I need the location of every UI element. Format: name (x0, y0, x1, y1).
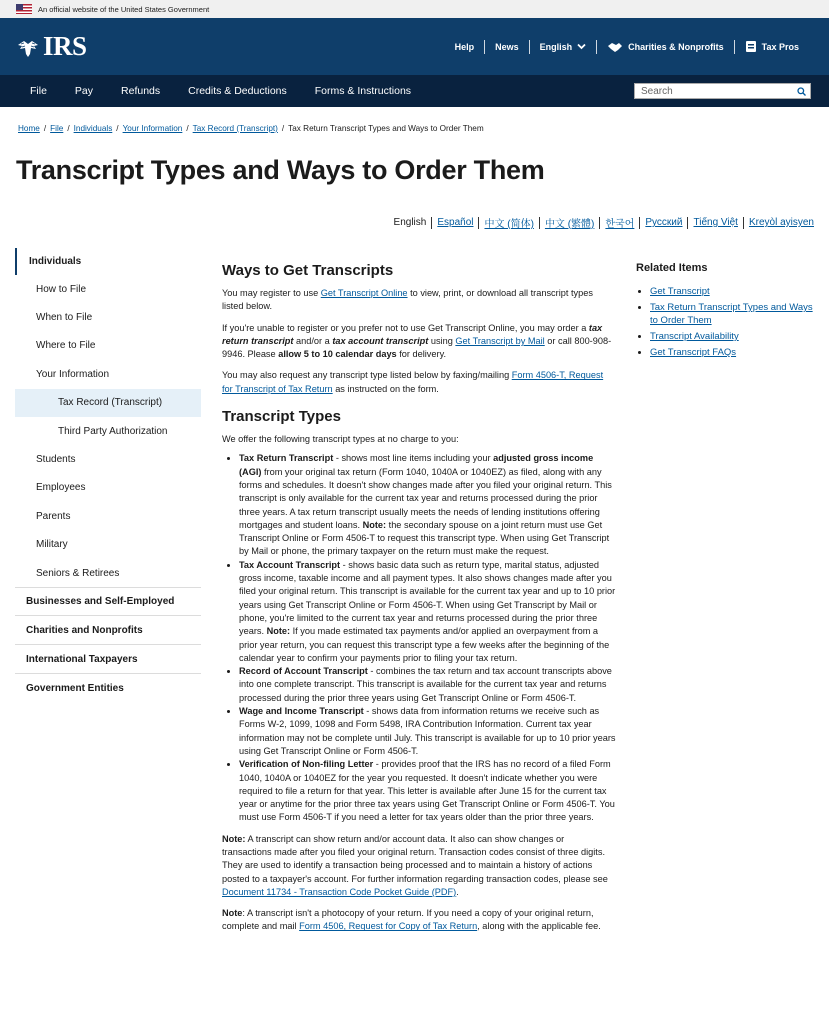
paragraph-order-by-mail (222, 322, 616, 362)
tax-pros-link[interactable] (735, 40, 809, 53)
list-item (239, 452, 616, 558)
text: You may also request any transcript type listed below by faxing/mailing (222, 370, 512, 381)
list-item (650, 330, 816, 343)
paragraph-register (222, 287, 616, 314)
lang-vietnamese[interactable]: Tiếng Việt (693, 217, 738, 228)
charities-link[interactable] (597, 41, 734, 53)
header-tools (445, 40, 809, 54)
nav-credits-deductions[interactable]: Credits & Deductions (188, 85, 287, 97)
related-link-transcript-availability[interactable]: Transcript Availability (650, 331, 739, 342)
sidebar-group-businesses[interactable]: Businesses and Self-Employed (15, 587, 201, 616)
term: Verification of Non-filing Letter (239, 759, 374, 770)
search-input[interactable] (634, 83, 811, 99)
gov-banner (0, 0, 829, 18)
news-link[interactable]: News (495, 41, 519, 52)
help-link[interactable]: Help (454, 41, 475, 52)
text: and/or a (293, 335, 333, 346)
text: as instructed on the form. (332, 383, 439, 394)
breadcrumb-file[interactable]: File (50, 124, 64, 133)
heading-ways-to-get-transcripts: Ways to Get Transcripts (222, 262, 394, 279)
term: Tax Account Transcript (239, 559, 341, 570)
main-content (222, 262, 616, 942)
text: using (428, 335, 456, 346)
link-get-transcript-by-mail[interactable]: Get Transcript by Mail (455, 335, 545, 346)
sidebar-item-tax-record[interactable]: Tax Record (Transcript) (15, 389, 201, 417)
language-selector (389, 215, 819, 230)
text: : A transcript isn't a photocopy of your return. If you need a copy of your original return, complete and mail (222, 908, 594, 932)
sidebar-nav (15, 248, 201, 703)
text: - shows data from information returns we receive such as Forms W-2, 1099, 1098 and Form 5498, IRA Contribution Information. Current tax year information may not be complete until July. This transcript is available for up to 10 prior years using Get Transcript Online or Form 4506-T. (239, 706, 616, 756)
emphasis: adjusted gross income (AGI) (239, 453, 594, 477)
related-link-transcript-types[interactable]: Tax Return Transcript Types and Ways to Order Them (650, 302, 813, 326)
sidebar-item-individuals[interactable]: Individuals (15, 248, 201, 275)
term: Record of Account Transcript (239, 666, 368, 677)
text: - shows most line items including your (333, 453, 494, 464)
lang-english: English (393, 217, 427, 228)
text: - combines the tax return and tax account transcripts above into one complete transcript. This transcript is available for the current tax year and returns processed during the prior three years using Get Transcript Online or Form 4506-T. (239, 666, 612, 703)
list-item (650, 285, 816, 298)
lang-chinese-simplified[interactable]: 中文 (简体) (484, 219, 534, 230)
paragraph-note-photocopy (222, 907, 616, 934)
text: A transcript can show return and/or account data. It also can show changes or transactions made after you filed your original return. Transaction codes consist of three digits. They are used to identify a transaction being processed and to maintain a history of actions posted to a taxpayer's account. For further information regarding transaction codes, please see (222, 833, 608, 884)
charities-label: Charities & Nonprofits (628, 41, 724, 52)
sidebar-item-employees[interactable]: Employees (36, 482, 86, 494)
sidebar-group-charities[interactable]: Charities and Nonprofits (15, 616, 201, 645)
text: or call 800-908-9946. Please (222, 335, 612, 360)
nav-refunds[interactable]: Refunds (121, 85, 161, 97)
tool-divider (484, 40, 485, 54)
search-placeholder: Search (641, 85, 673, 97)
link-form-4506-t[interactable]: Form 4506-T, Request for Transcript of Tax Return (222, 370, 604, 394)
text: from your original tax return (Form 1040, 1040A or 1040EZ) as filed, along with any forms and schedules. It doesn't show changes made after you filed your original return. This transcript is only available for the current tax year and returns processed during the prior three years. A tax return transcript usually meets the needs of lending institutions offering mortgages and student loans. (239, 466, 612, 530)
irs-logo[interactable] (16, 31, 87, 62)
text: You may register to use (222, 288, 321, 298)
breadcrumb-sep: / (43, 124, 47, 133)
paragraph-note-transaction-codes (222, 833, 616, 899)
note-label: Note: (362, 519, 387, 530)
related-link-faqs[interactable]: Get Transcript FAQs (650, 347, 737, 358)
breadcrumb-home[interactable]: Home (18, 124, 40, 133)
link-form-4506[interactable]: Form 4506, Request for Copy of Tax Return (299, 921, 478, 932)
emphasis: allow 5 to 10 calendar days (278, 349, 397, 360)
tool-divider (596, 40, 597, 54)
briefcase-icon (745, 40, 757, 53)
tool-divider (734, 40, 735, 54)
nav-pay[interactable]: Pay (74, 85, 94, 97)
breadcrumb-sep: / (186, 124, 189, 133)
emphasis: tax account transcript (332, 335, 429, 346)
sidebar-item-your-information[interactable]: Your Information (36, 368, 110, 380)
sidebar-item-how-to-file[interactable]: How to File (36, 283, 87, 295)
lang-russian[interactable]: Русский (645, 217, 683, 228)
list-item (239, 665, 616, 705)
sidebar-group-international[interactable]: International Taxpayers (15, 645, 201, 674)
chevron-down-icon (577, 43, 586, 50)
text: for delivery. (396, 349, 447, 360)
breadcrumb-sep: / (67, 124, 70, 133)
note-label: Note: (222, 833, 246, 844)
page-title: Transcript Types and Ways to Order Them (16, 155, 545, 185)
text: , along with the applicable fee. (477, 921, 601, 932)
breadcrumb-your-information[interactable]: Your Information (122, 124, 183, 133)
text: - provides proof that the IRS has no record of a filed Form 1040, 1040A or 1040EZ for the year you requested. It doesn't indicate whether you were required to file a return for that year. This letter is available after June 15 for the current tax year or anytime for the prior three tax years using Get Transcript Online or Form 4506-T. You must use Form 4506-T if you need a letter for tax years older than the prior three years. (239, 759, 615, 823)
related-items-list (636, 285, 816, 359)
sidebar-item-seniors-retirees[interactable]: Seniors & Retirees (36, 567, 120, 579)
link-get-transcript-online[interactable]: Get Transcript Online (320, 288, 408, 298)
text: - shows basic data such as return type, marital status, adjusted gross income, taxable income and all payment types. It also shows changes made after you filed your original return. This transcript is available for the current tax year and up to 10 prior years using Get Transcript Online or Form 4506-T. When using Get Transcript by Mail or phone, you're limited to the current tax year and returns processed during the prior three years. (239, 559, 616, 637)
list-item (239, 758, 616, 824)
sidebar-item-when-to-file[interactable]: When to File (36, 312, 93, 324)
list-item (239, 705, 616, 758)
text: If you made estimated tax payments and/or applied an overpayment from a prior year return, you can request this transcript type a few weeks after the beginning of the calendar year to confirm your payments prior to filing your tax return. (239, 626, 610, 663)
sidebar-group-government[interactable]: Government Entities (26, 683, 124, 695)
lang-spanish[interactable]: Español (437, 217, 474, 228)
term: Tax Return Transcript (239, 453, 334, 464)
language-menu[interactable] (530, 42, 597, 52)
emphasis: tax return transcript (222, 322, 603, 346)
gov-banner-text: An official website of the United States Government (38, 4, 210, 14)
paragraph-fax-mail (222, 369, 616, 396)
related-items-title: Related Items (636, 262, 708, 274)
term: Wage and Income Transcript (239, 706, 364, 717)
list-item (650, 301, 816, 327)
eagle-icon (16, 35, 40, 59)
list-item (239, 559, 616, 665)
note-label: Note: (266, 626, 291, 637)
text: If you're unable to register or you prefer not to use Get Transcript Online, you may order a (222, 322, 589, 333)
breadcrumb-sep: / (281, 124, 285, 133)
sidebar-item-where-to-file[interactable]: Where to File (36, 340, 96, 352)
sidebar-item-military[interactable]: Military (36, 539, 68, 551)
sidebar-item-third-party-authorization[interactable]: Third Party Authorization (58, 425, 168, 437)
breadcrumb (18, 124, 484, 133)
breadcrumb-sep: / (116, 124, 119, 133)
paragraph-intro: We offer the following transcript types at no charge to you: (222, 434, 459, 445)
tax-pros-label: Tax Pros (761, 41, 799, 52)
tool-divider (529, 40, 530, 54)
transcript-types-list (222, 452, 616, 824)
search-icon[interactable] (797, 87, 806, 96)
related-link-get-transcript[interactable]: Get Transcript (650, 286, 710, 297)
lang-haitian-creole[interactable]: Kreyòl ayisyen (748, 217, 814, 228)
heading-transcript-types: Transcript Types (222, 408, 341, 426)
nav-forms-instructions[interactable]: Forms & Instructions (314, 85, 412, 97)
related-items (636, 262, 816, 362)
main-nav (0, 75, 829, 107)
breadcrumb-individuals[interactable]: Individuals (73, 124, 113, 133)
breadcrumb-tax-record[interactable]: Tax Record (Transcript) (192, 124, 278, 133)
masthead (0, 18, 829, 75)
nav-file[interactable]: File (30, 85, 47, 97)
text: the secondary spouse on a joint return must use Get Transcript Online or Form 4506-T to request this transcript type. When using Get Transcript by Mail or phone, the primary taxpayer on the return must make the request. (239, 519, 610, 557)
language-label: English (539, 41, 573, 52)
breadcrumb-current: Tax Return Transcript Types and Ways to Order Them (288, 124, 484, 133)
sidebar-item-parents[interactable]: Parents (36, 510, 71, 522)
text: . (456, 886, 459, 897)
sidebar-item-students[interactable]: Students (36, 454, 76, 466)
text: to view, print, or download all transcript types listed below. (222, 288, 593, 312)
lang-chinese-traditional[interactable]: 中文 (繁體) (544, 219, 595, 230)
list-item (650, 346, 816, 359)
link-document-11734[interactable]: Document 11734 - Transaction Code Pocket Guide (PDF) (222, 886, 457, 897)
logo-text: IRS (43, 31, 87, 61)
handshake-icon (607, 41, 623, 53)
us-flag-icon (16, 4, 32, 14)
note-label: Note (222, 908, 243, 919)
lang-korean[interactable]: 한국어 (605, 219, 635, 230)
